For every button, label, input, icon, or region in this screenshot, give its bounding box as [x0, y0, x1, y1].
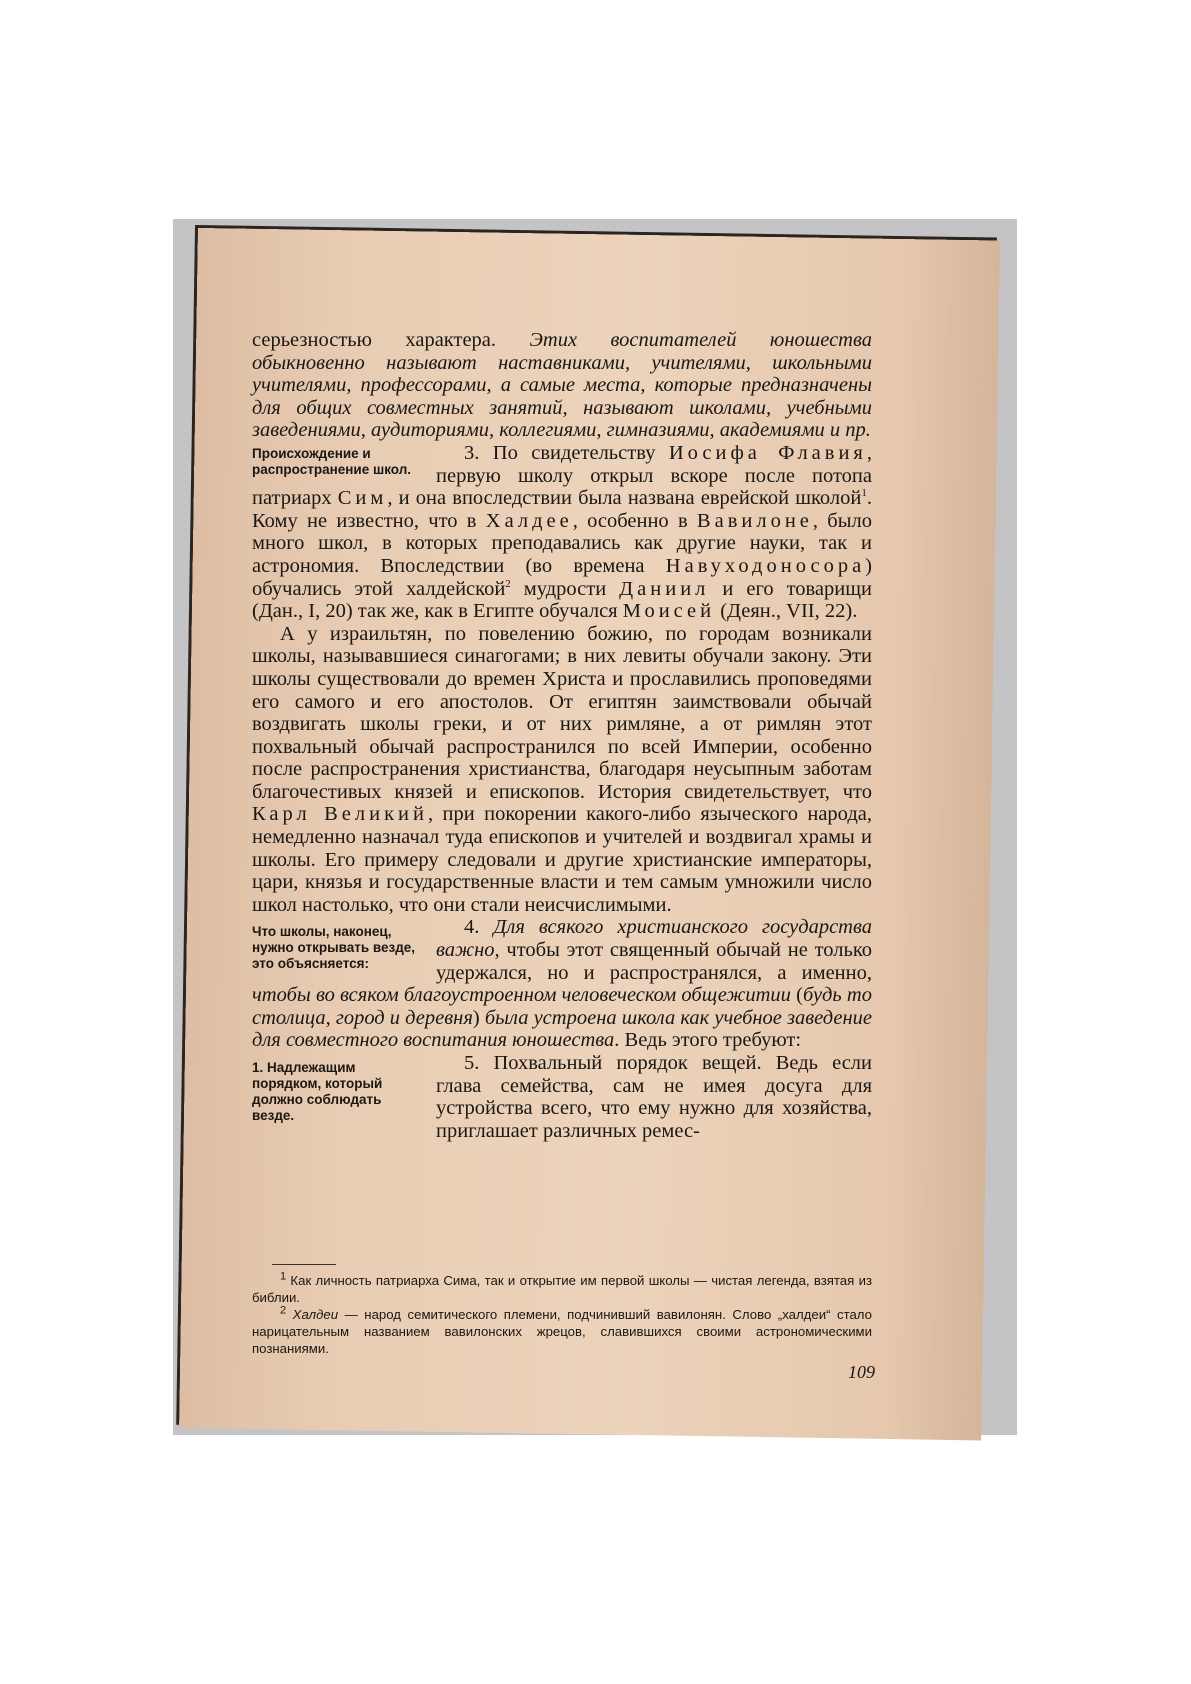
footnote-1 [252, 1272, 872, 1306]
section-4-italic: Для всякого христианского государства важно [436, 916, 872, 962]
margin-note-origin: Происхождение и распространение школ. [252, 445, 412, 477]
section-3-text: 3. По свидетельству [464, 441, 669, 464]
page-body [252, 329, 872, 1142]
section-4-italic: чтобы во всяком благоустроенном человеческом общежитии [252, 984, 791, 1007]
margin-note-schools-everywhere: Что школы, наконец, нужно открывать везде, это объясняется: [252, 924, 416, 972]
section-5-text: 5. Похвальный порядок вещей. Ведь если глава семейства, сам не имея досуга для устройства всего, что ему нужно для хозяйства, приглашает различных ремес- [436, 1052, 872, 1142]
top-paragraph [252, 329, 872, 442]
israel-paragraph [252, 623, 872, 917]
section-4-text: ) [472, 1006, 485, 1029]
section-4-italic: будь то столица, город и деревня [252, 984, 872, 1029]
footnote-2-term: Халдеи [292, 1307, 339, 1322]
section-4-text: . Ведь этого требуют: [614, 1029, 802, 1052]
margin-note-proper-order: 1. Надлежащим порядком, который должно соблюдать везде. [252, 1060, 383, 1123]
name-navukhodonosor: Навуходоносора [665, 554, 866, 577]
name-khaldeya: Халдее [485, 509, 573, 532]
name-sim: Сим [337, 487, 388, 510]
name-iosif-flavii: Иосифа Флавия [668, 441, 867, 464]
section-4-text: , чтобы этот священный обычай не только удержался, но и распространялся, а именно, [436, 939, 872, 984]
footnote-2 [252, 1306, 872, 1357]
footnotes [252, 1272, 872, 1357]
top-paragraph-italic: Этих воспитателей юношества обыкновенно называют наставниками, учителями, школьными учителями, профессорами, а самые места, которые предназначены для общих совместных занятий, называют школами, учебными заведениями, аудиториями, коллегиями, гимназиями, академиями и пр. [252, 329, 872, 442]
name-daniil: Даниил [619, 577, 710, 600]
section-3-text: и его товарищи (Дан., I, 20) так же, как в Египте обучался [252, 577, 872, 623]
footnote-1-text: Как личность патриарха Сима, так и открытие им первой школы — чистая легенда, взятая из библии. [252, 1273, 872, 1305]
section-3-text: (Деян., VII, 22). [715, 600, 858, 623]
section-4-italic: была устроена школа как учебное заведение для совместного воспитания юношества [252, 1006, 873, 1052]
israel-text: А у израильтян, по повелению божию, по городам возникали школы, называвшиеся синагогами; в них левиты обучали закону. Эти школы существовали до времен Христа и прославились проповедями его самого и его апостолов. От египтян заимствовали обычай воздвигать школы греки, и от них римляне, а от римлян этот похвальный обычай распространился по всей Империи, особенно после распространения христианства, благодаря неусыпным заботам благочестивых князей и епископов. История свидетельствует, что [252, 622, 872, 803]
name-karl-velikii: Карл Великий [252, 803, 428, 826]
section-3-text: , первую школу открыл вскоре после потопа патриарх [252, 441, 872, 510]
section-3-text: ) обучались этой халдейской [252, 554, 872, 600]
section-4-text: 4. [464, 916, 494, 939]
footnote-2-mark: 2 [280, 1304, 287, 1317]
name-moisei: Моисей [622, 600, 716, 623]
page-number: 109 [848, 1362, 875, 1382]
section-3-text: . Кому не известно, что в [252, 487, 872, 532]
name-vavilon: Вавилоне [696, 509, 813, 532]
section-3-text: , было много школ, в которых преподавались как другие науки, так и астрономия. Впоследствии (во времена [252, 509, 872, 577]
footnote-divider [272, 1264, 336, 1265]
israel-text: , при покорении какого-либо языческого народа, немедленно назначал туда епископов и учителей и воздвигал храмы и школы. Его примеру следовали и другие христианские императоры, цари, князья и государственные власти и тем самым умножили число школ настолько, что они стали неисчислимыми. [252, 803, 872, 916]
footnote-2-text: — народ семитического племени, подчинивший вавилонян. Слово „халдеи“ стало нарицательным названием вавилонских жрецов, славившихся своими астрономическими познаниями. [252, 1307, 872, 1356]
section-3-text: , и она впоследствии была названа еврейской школой [387, 487, 862, 510]
section-3-text: , особенно в [572, 509, 697, 532]
footnote-1-mark: 1 [280, 1270, 287, 1283]
footnote-ref-1: 1 [861, 487, 867, 500]
footnote-ref-2: 2 [505, 577, 511, 590]
top-paragraph-text: серьезностью характера. [252, 329, 530, 351]
section-3-text: мудрости [510, 577, 620, 600]
section-4-text: ( [790, 984, 803, 1007]
